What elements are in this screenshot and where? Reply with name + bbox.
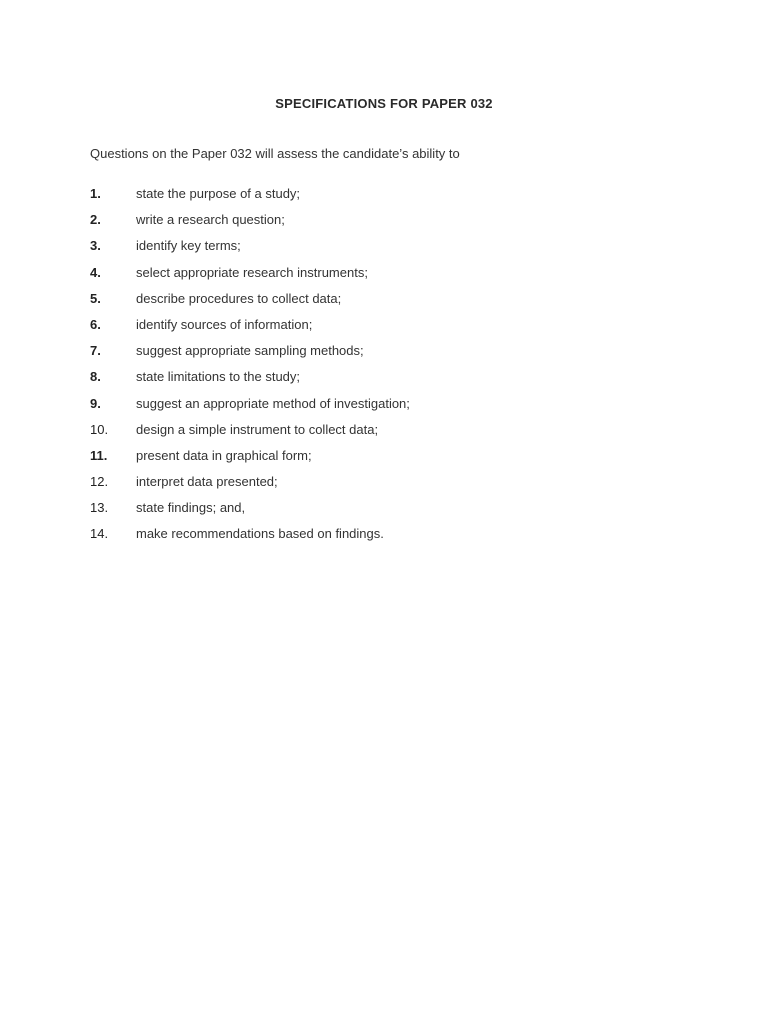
item-number: 14. bbox=[90, 526, 109, 542]
item-number: 12. bbox=[90, 474, 109, 490]
list-item bbox=[90, 369, 410, 395]
list-item bbox=[90, 422, 410, 448]
item-text: suggest an appropriate method of investigation; bbox=[136, 395, 410, 411]
intro-text: Questions on the Paper 032 will assess the candidate’s ability to bbox=[90, 146, 460, 161]
list-item bbox=[90, 186, 410, 212]
item-number: 5. bbox=[90, 290, 101, 306]
list-item bbox=[90, 317, 410, 343]
item-text: design a simple instrument to collect data; bbox=[136, 421, 379, 437]
item-text: state the purpose of a study; bbox=[136, 186, 301, 201]
item-number: 6. bbox=[90, 316, 101, 332]
item-number: 9. bbox=[90, 395, 101, 411]
item-text: state limitations to the study; bbox=[136, 369, 301, 385]
item-text: make recommendations based on findings. bbox=[136, 526, 384, 542]
item-text: identify sources of information; bbox=[136, 316, 313, 332]
item-number: 11. bbox=[90, 447, 108, 463]
item-text: suggest appropriate sampling methods; bbox=[136, 343, 364, 359]
item-text: identify key terms; bbox=[136, 238, 241, 254]
item-text: state findings; and, bbox=[136, 500, 246, 516]
document-title: SPECIFICATIONS FOR PAPER 032 bbox=[275, 96, 493, 111]
list-item bbox=[90, 291, 410, 317]
list-item bbox=[90, 238, 410, 264]
item-number: 10. bbox=[90, 421, 109, 437]
item-text: interpret data presented; bbox=[136, 474, 278, 490]
item-text: write a research question; bbox=[136, 212, 285, 228]
list-item bbox=[90, 526, 410, 552]
list-item bbox=[90, 448, 410, 474]
specification-list bbox=[90, 186, 410, 553]
list-item bbox=[90, 474, 410, 500]
list-item bbox=[90, 343, 410, 369]
item-text: present data in graphical form; bbox=[136, 447, 312, 463]
item-number: 8. bbox=[90, 369, 101, 385]
item-number: 7. bbox=[90, 343, 101, 359]
item-number: 13. bbox=[90, 500, 109, 516]
list-item bbox=[90, 265, 410, 291]
item-number: 2. bbox=[90, 212, 101, 228]
item-text: describe procedures to collect data; bbox=[136, 290, 342, 306]
list-item bbox=[90, 396, 410, 422]
item-text: select appropriate research instruments; bbox=[136, 264, 368, 280]
item-number: 1. bbox=[90, 186, 101, 201]
list-item bbox=[90, 212, 410, 238]
list-item bbox=[90, 500, 410, 526]
item-number: 4. bbox=[90, 264, 101, 280]
item-number: 3. bbox=[90, 238, 101, 254]
